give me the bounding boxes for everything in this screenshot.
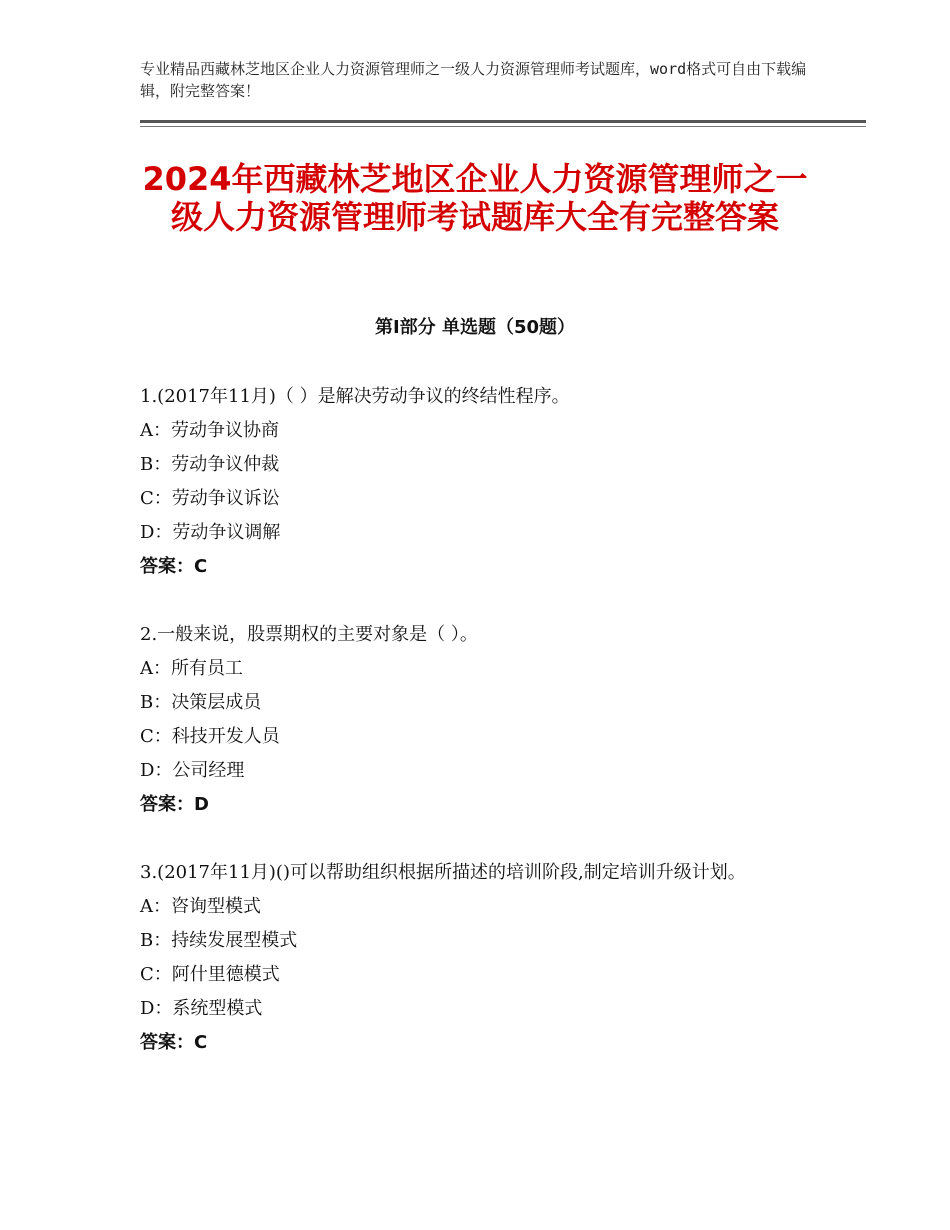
- question-item: [140, 380, 820, 584]
- option-a: A：所有员工: [140, 658, 243, 679]
- question-stem: 2.一般来说，股票期权的主要对象是（ ）。: [140, 624, 478, 645]
- option-b: B：劳动争议仲裁: [140, 454, 280, 475]
- document-title: 2024年西藏林芝地区企业人力资源管理师之一级人力资源管理师考试题库大全有完整答案: [142, 160, 808, 236]
- option-a: A：咨询型模式: [140, 896, 261, 917]
- option-b: B：持续发展型模式: [140, 930, 298, 951]
- question-item: [140, 618, 820, 822]
- option-b: B：决策层成员: [140, 692, 262, 713]
- question-list: [140, 380, 820, 1094]
- option-c: C：科技开发人员: [140, 726, 280, 747]
- answer-line: 答案：C: [140, 1032, 208, 1053]
- answer-line: 答案：D: [140, 794, 209, 815]
- option-d: D：公司经理: [140, 760, 245, 781]
- option-c: C：阿什里德模式: [140, 964, 280, 985]
- answer-line: 答案：C: [140, 556, 208, 577]
- question-stem: 3.(2017年11月)()可以帮助组织根据所描述的培训阶段,制定培训升级计划。: [140, 862, 746, 883]
- option-d: D：劳动争议调解: [140, 522, 281, 543]
- option-c: C：劳动争议诉讼: [140, 488, 280, 509]
- option-a: A：劳动争议协商: [140, 420, 279, 441]
- section-heading: 第Ⅰ部分 单选题（50题）: [374, 317, 575, 338]
- header-divider-thick: [140, 120, 866, 123]
- option-d: D：系统型模式: [140, 998, 263, 1019]
- header-divider-thin: [140, 126, 866, 127]
- header-note: 专业精品西藏林芝地区企业人力资源管理师之一级人力资源管理师考试题库，word格式可自由下载编辑，附完整答案！: [140, 60, 807, 100]
- question-item: [140, 856, 820, 1060]
- question-stem: 1.(2017年11月)（ ）是解决劳动争议的终结性程序。: [140, 386, 570, 407]
